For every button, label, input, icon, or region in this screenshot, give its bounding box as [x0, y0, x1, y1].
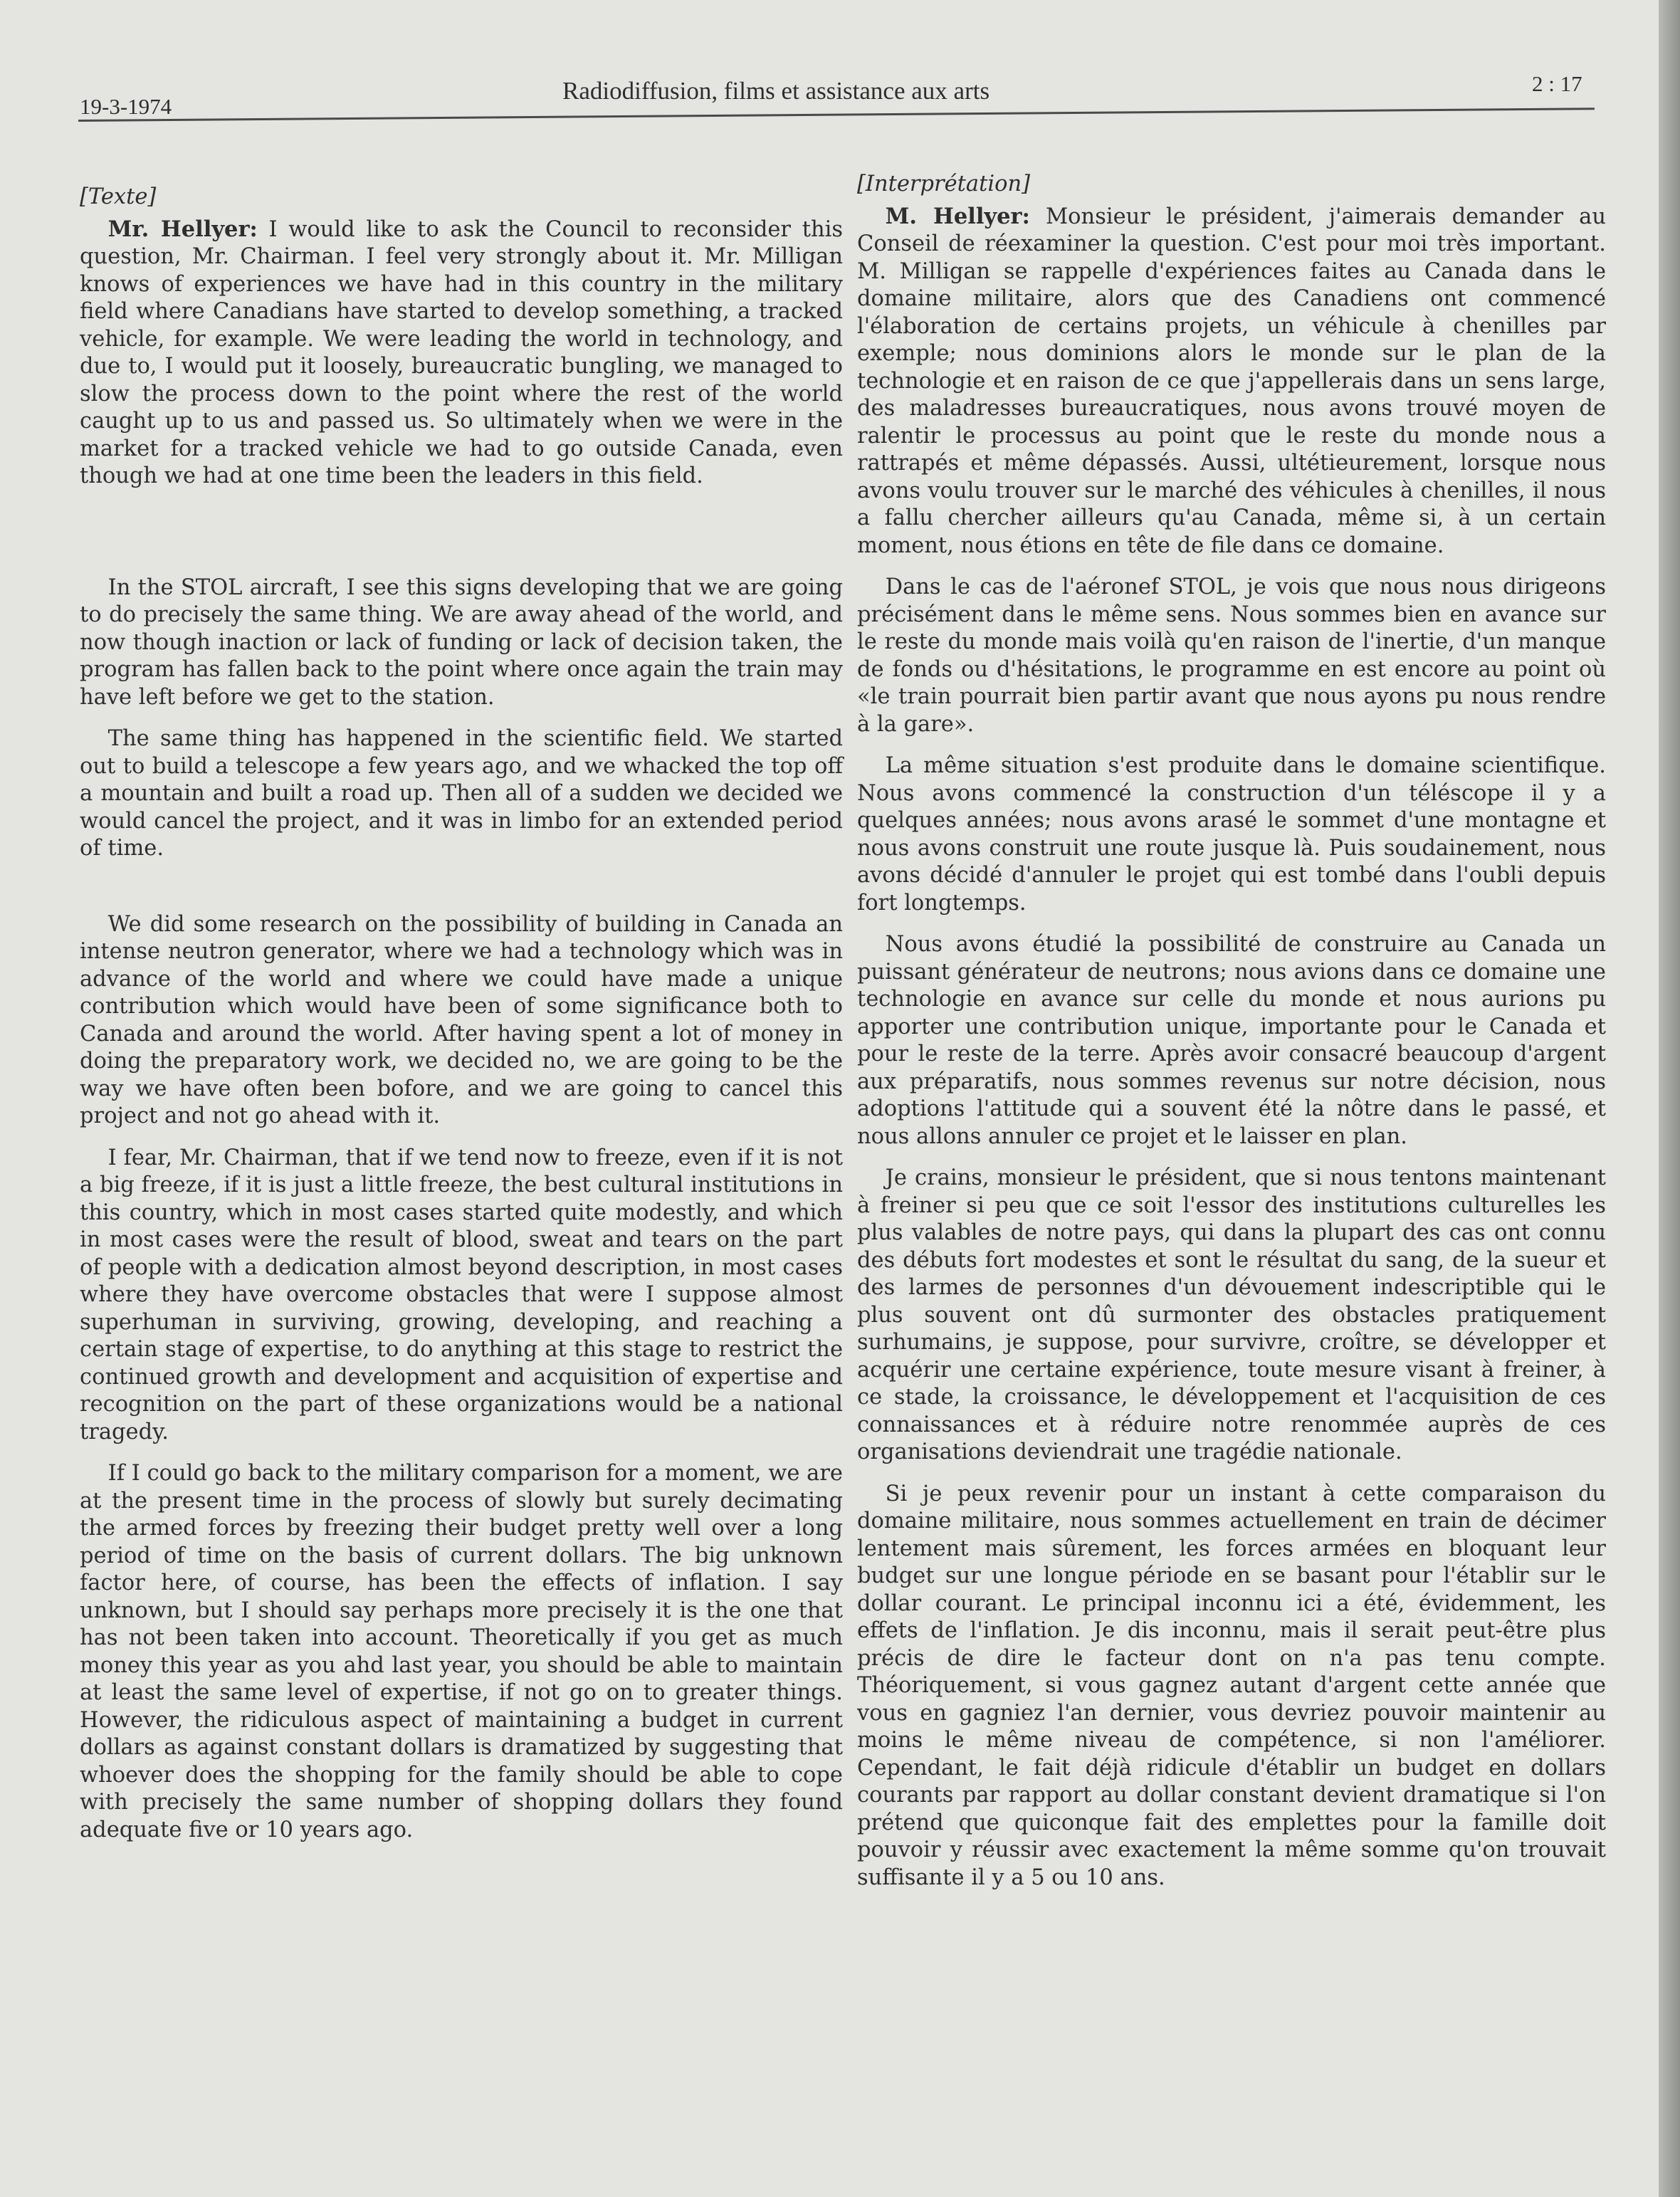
- paragraph: Je crains, monsieur le président, que si nous tentons maintenant à freiner si peu que ce soit l'essor des institutions culturelles les plus valables de notre pays, qui dans la plupart des cas ont connu des débuts fort modestes et sont le résultat du sang, de la sueur et des larmes de personnes d'un dévouement indescriptible qui le plus souvent ont dû surmonter des obstacles pratiquement surhumains, je suppose, pour survivre, croître, se développer et acquérir une certaine expérience, toute mesure visant à freiner, à ce stade, la croissance, le développement et l'acquisition de ces connaissances et à réduire notre renommée auprès de ces organisations deviendrait une tragédie nationale.: [857, 1165, 1606, 1464]
- paragraph: The same thing has happened in the scientific field. We started out to build a telescope a few years ago, and we whacked the top off a mountain and built a road up. Then all of a sudden we decided we would cancel the project, and it was in limbo for an extended period of time.: [80, 726, 843, 861]
- speaker-name: Mr. Hellyer:: [107, 216, 258, 242]
- paragraph: I fear, Mr. Chairman, that if we tend now to freeze, even if it is not a big freeze, if it is just a little freeze, the best cultural institutions in this country, which in most cases started quite modestly, and which in most cases were the result of blood, sweat and tears on the part of people with a dedication almost beyond description, in most cases where they have overcome obstacles that were I suppose almost superhuman in surviving, growing, developing, and reaching a certain stage of expertise, to do anything at this stage to restrict the continued growth and development and acquisition of expertise and recognition on the part of these organizations would be a national tragedy.: [80, 1145, 843, 1444]
- header-page-number: 2 : 17: [1532, 71, 1582, 96]
- paragraph: In the STOL aircraft, I see this signs developing that we are going to do precisely the same thing. We are away ahead of the world, and now though inaction or lack of funding or lack of decision taken, the program has fallen back to the point where once again the train may have left before we get to the station.: [80, 575, 843, 710]
- paragraph: If I could go back to the military comparison for a moment, we are at the present time in the process of slowly but surely decimating the armed forces by freezing their budget pretty well over a long period of time on the basis of current dollars. The big unknown factor here, of course, has been the effects of inflation. I say unknown, but I should say perhaps more precisely it is the one that has not been taken into account. Theoretically if you get as much money this year as you ahd last year, you should be able to maintain at least the same level of expertise, if not go on to greater things. However, the ridiculous aspect of maintaining a budget in current dollars as against constant dollars is dramatized by suggesting that whoever does the shopping for the family should be able to cope with precisely the same number of shopping dollars they found adequate five or 10 years ago.: [80, 1461, 843, 1842]
- header-rule: [78, 108, 1595, 122]
- interpretation-tag: [Interprétation]: [857, 172, 1030, 196]
- paragraph: [857, 203, 1606, 560]
- page-header: [0, 0, 1659, 121]
- paragraph: Dans le cas de l'aéronef STOL, je vois que nous nous dirigeons précisément dans le même sens. Nous sommes bien en avance sur le reste du monde mais voilà qu'en raison de l'inertie, d'un manque de fonds ou d'hésitations, le programme en est encore au point où «le train pourrait bien partir avant que nous ayons pu nous rendre à la gare».: [857, 575, 1606, 737]
- paragraph-text: Monsieur le président, j'aimerais demander au Conseil de réexaminer la question. C'est pour moi très important. M. Milligan se rappelle d'expériences faites au Canada dans le domaine militaire, alors que des Canadiens ont commencé l'élaboration de certains projets, un véhicule à chenilles par exemple; nous dominions alors le monde sur le plan de la technologie et en raison de ce que j'appellerais dans un sens large, des maladresses bureaucratiques, nous avons trouvé moyen de ralentir le processus au point que le reste du monde nous a rattrapés et même dépassés. Aussi, ultétieurement, lorsque nous avons voulu trouver sur le marché des véhicules à chenilles, il nous a fallu chercher ailleurs qu'au Canada, même si, à un certain moment, nous étions en tête de file dans ce domaine.: [857, 204, 1606, 558]
- header-date: 19-3-1974: [80, 94, 172, 119]
- paragraph: Nous avons étudié la possibilité de construire au Canada un puissant générateur de neutrons; nous avions dans ce domaine une technologie en avance sur celle du monde et nous aurions pu apporter une contribution unique, importante pour le Canada et pour le reste de la terre. Après avoir consacré beaucoup d'argent aux préparatifs, nous sommes revenus sur notre décision, nous adoptions l'attitude qui a souvent été la nôtre dans le passé, et nous allons annuler ce projet et le laisser en plan.: [857, 932, 1606, 1149]
- paragraph: La même situation s'est produite dans le domaine scientifique. Nous avons commencé la construction d'un téléscope il y a quelques années; nous avons arasé le sommet d'une montagne et nous avons construit une route jusque là. Puis soudainement, nous avons décidé d'annuler le projet qui est tombé dans l'oubli depuis fort longtemps.: [857, 753, 1606, 916]
- paragraph: [80, 216, 843, 491]
- paragraph-text: I would like to ask the Council to reconsider this question, Mr. Chairman. I feel very strongly about it. Mr. Milligan knows of experiences we have had in this country in the military field where Canadians have started to develop something, a tracked vehicle, for example. We were leading the world in technology, and due to, I would put it loosely, bureaucratic bungling, we managed to slow the process down to the point where the rest of the world caught up to us and passed us. So ultimately when we were in the market for a tracked vehicle we had to go outside Canada, even though we had at one time been the leaders in this field.: [80, 216, 844, 488]
- text-tag: [Texte]: [80, 184, 157, 209]
- speaker-name: M. Hellyer:: [885, 203, 1030, 229]
- header-title: Radiodiffusion, films et assistance aux arts: [562, 77, 990, 105]
- paragraph: Si je peux revenir pour un instant à cette comparaison du domaine militaire, nous sommes actuellement en train de décimer lentement mais sûrement, les forces armées en bloquant leur budget sur une longue période en se basant pour l'établir sur le dollar courant. Le principal inconnu ici a été, évidemment, les effets de l'inflation. Je dis inconnu, mais il serait peut-être plus précis de dire le facteur dont on n'a pas tenu compte. Théoriquement, si vous gagnez autant d'argent cette année que vous en gagniez l'an dernier, vous devriez pouvoir maintenir au moins le même niveau de compétence, si non l'améliorer. Cependant, le fait déjà ridicule d'établir un budget en dollars courants par rapport au dollar constant devient dramatique si l'on prétend que quiconque fait des emplettes pour la famille doit pouvoir y réussir avec exactement la même somme qu'on trouvait suffisante il y a 5 ou 10 ans.: [857, 1481, 1606, 1890]
- french-column: [857, 171, 1606, 1906]
- english-column: [80, 184, 843, 1858]
- paragraph: We did some research on the possibility of building in Canada an intense neutron generator, where we had a technology which was in advance of the world and where we could have made a unique contribution which would have been of some significance both to Canada and around the world. After having spent a lot of money in doing the preparatory work, we decided no, we are going to be the way we have often been bofore, and we are going to cancel this project and not go ahead with it.: [80, 911, 843, 1128]
- page-edge: [1659, 0, 1680, 2197]
